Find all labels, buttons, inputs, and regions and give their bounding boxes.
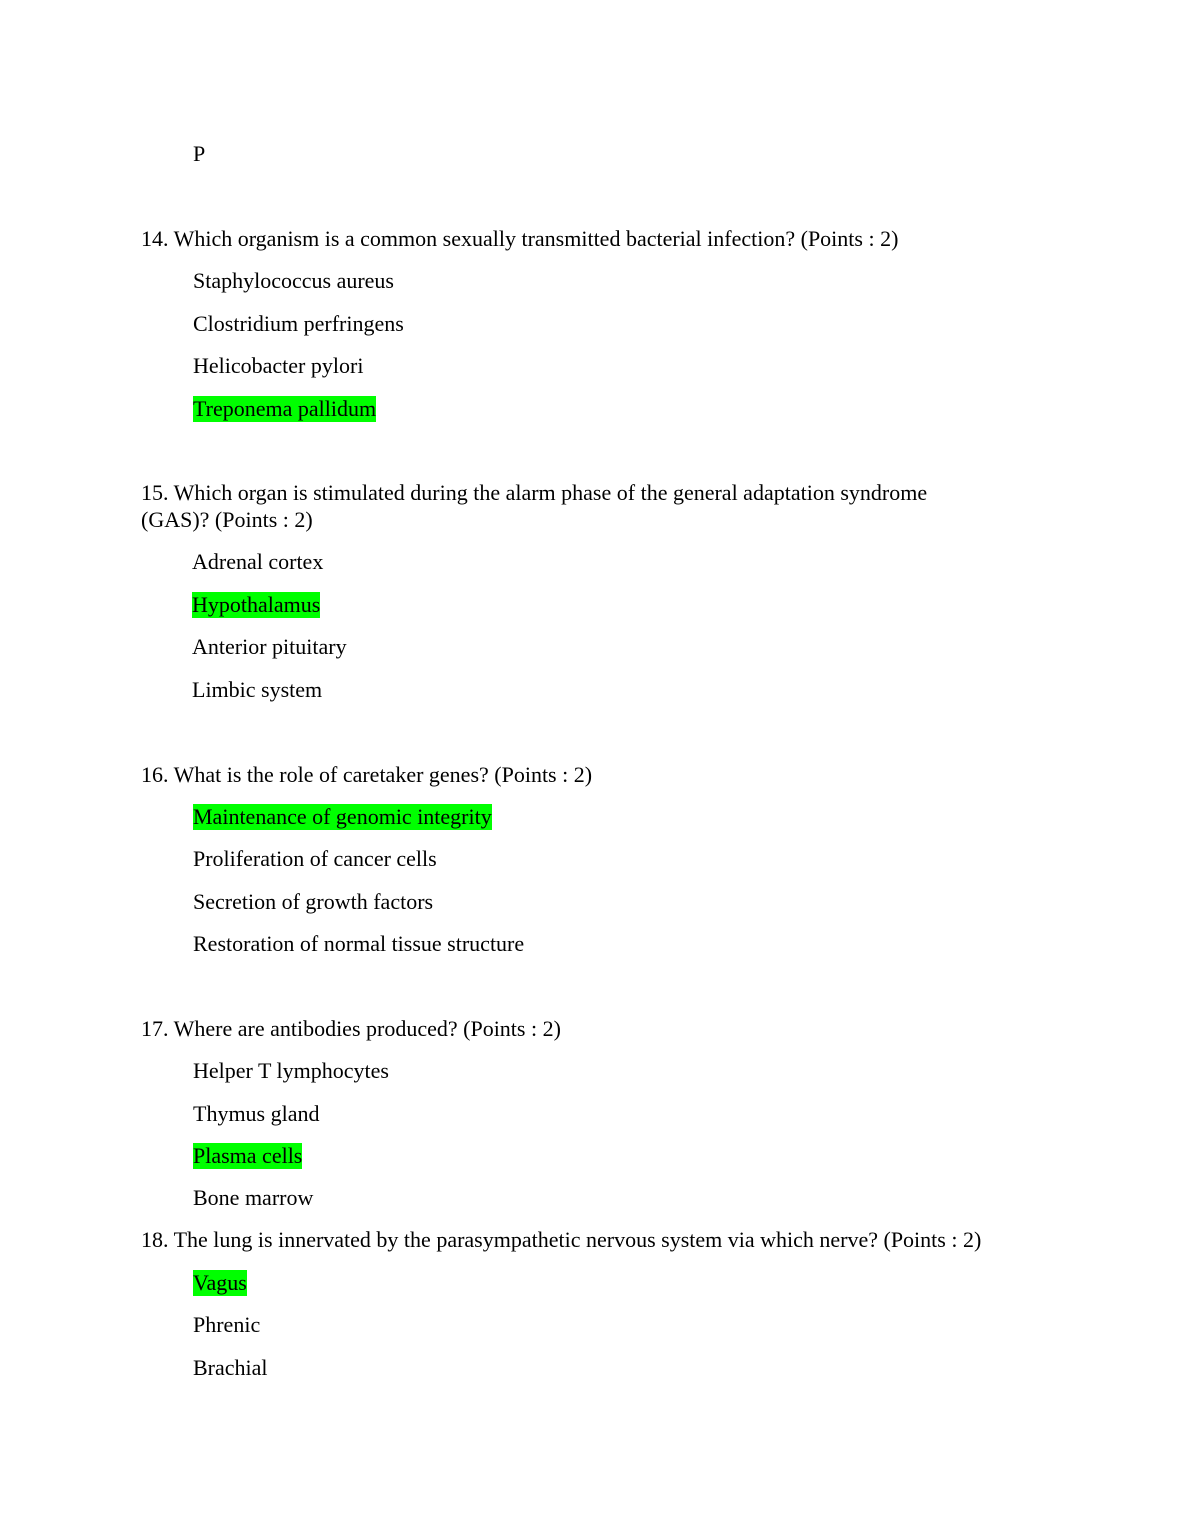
- question-18: 18. The lung is innervated by the parasympathetic nervous system via which nerve? (Points : 2): [141, 1227, 982, 1252]
- option-14-b[interactable]: Clostridium perfringens: [193, 311, 404, 336]
- option-16-d[interactable]: Restoration of normal tissue structure: [193, 931, 525, 956]
- option-16-c[interactable]: Secretion of growth factors: [193, 889, 434, 914]
- option-15-a[interactable]: Adrenal cortex: [192, 549, 324, 574]
- option-15-c[interactable]: Anterior pituitary: [192, 634, 347, 659]
- option-17-a[interactable]: Helper T lymphocytes: [193, 1058, 389, 1083]
- option-15-b[interactable]: Hypothalamus: [192, 592, 321, 617]
- question-15-line-1: 15. Which organ is stimulated during the alarm phase of the general adaptation syndrome: [141, 480, 928, 505]
- option-18-c[interactable]: Brachial: [193, 1355, 268, 1380]
- question-14: 14. Which organism is a common sexually transmitted bacterial infection? (Points : 2): [141, 226, 899, 251]
- question-15-line-2: (GAS)? (Points : 2): [141, 507, 313, 532]
- option-17-b[interactable]: Thymus gland: [193, 1101, 320, 1126]
- option-16-a[interactable]: Maintenance of genomic integrity: [193, 804, 492, 829]
- option-15-d[interactable]: Limbic system: [192, 677, 323, 702]
- option-17-d[interactable]: Bone marrow: [193, 1185, 314, 1210]
- option-17-c[interactable]: Plasma cells: [193, 1143, 303, 1168]
- option-14-c[interactable]: Helicobacter pylori: [193, 353, 364, 378]
- option-14-d[interactable]: Treponema pallidum: [193, 396, 377, 421]
- option-16-b[interactable]: Proliferation of cancer cells: [193, 846, 437, 871]
- option-18-b[interactable]: Phrenic: [193, 1312, 261, 1337]
- fragment-text: P: [193, 141, 206, 166]
- question-17: 17. Where are antibodies produced? (Points : 2): [141, 1016, 561, 1041]
- option-14-a[interactable]: Staphylococcus aureus: [193, 268, 394, 293]
- question-16: 16. What is the role of caretaker genes? (Points : 2): [141, 762, 593, 787]
- option-18-a[interactable]: Vagus: [193, 1270, 247, 1295]
